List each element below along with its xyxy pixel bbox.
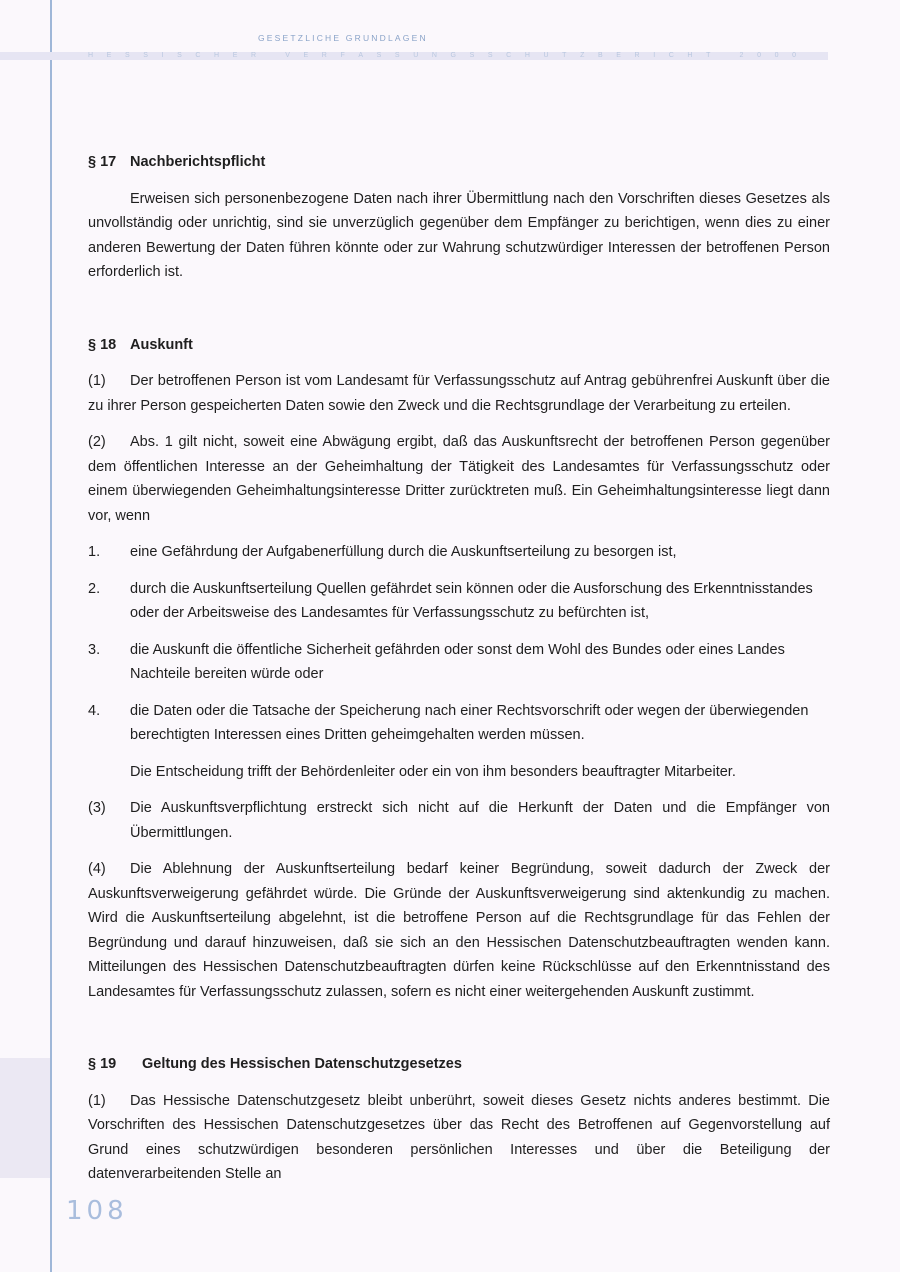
header-letter: C (195, 52, 201, 59)
section-title: Geltung des Hessischen Datenschutzgesetzes (142, 1056, 462, 1072)
paragraph-text: Abs. 1 gilt nicht, soweit eine Abwägung ergibt, daß das Auskunftsrecht der betroffenen Person gegenüber dem öffentlichen Interesse an der Geheimhaltung der Tätigkeit des Landesamtes für Verfassungsschutz oder einem überwiegenden Geheimhaltungsinteresse Dritter zurücktreten muß. Ein Geheimhaltungsinteresse liegt dann vor, wenn (88, 434, 830, 524)
list-item-text: durch die Auskunftserteilung Quellen gefährdet sein können oder die Ausforschung des Erkenntnisstandes oder der Arbeitsweise des Landesamtes für Verfassungsschutz zu befürchten ist, (130, 580, 813, 621)
list-item (88, 577, 830, 626)
paragraph-text: Der betroffenen Person ist vom Landesamt für Verfassungsschutz auf Antrag gebührenfrei Auskunft über die zu ihrer Person gespeicherten Daten sowie den Zweck und die Rechtsgrundlage der Verarbeitung zu erteilen. (88, 373, 830, 414)
header-letter: C (668, 52, 674, 59)
header-letter: T (706, 52, 711, 59)
list-item-label: 2. (88, 580, 101, 597)
section-title: Nachberichtspflicht (130, 154, 266, 170)
header-letter: H (214, 52, 220, 59)
header-letter: F (340, 52, 345, 59)
header-letter: S (394, 52, 400, 59)
header-letter: E (106, 52, 112, 59)
running-header-title: GESETZLICHE GRUNDLAGEN (258, 33, 428, 43)
paragraph-label: (2) (88, 434, 106, 450)
page-content (88, 150, 830, 1187)
header-letter: 2 (739, 52, 744, 59)
header-letter: I (161, 52, 164, 59)
header-letter: E (303, 52, 309, 59)
header-letter: N (431, 52, 437, 59)
paragraph-label: (1) (88, 1092, 106, 1109)
header-letter: A (358, 52, 364, 59)
header-letter: E (616, 52, 621, 59)
header-letter: R (250, 52, 257, 59)
page-number: 108 (66, 1196, 128, 1226)
header-letter: R (321, 52, 327, 59)
list-item (88, 540, 830, 565)
paragraph-label: (3) (88, 800, 106, 816)
margin-block (0, 1058, 50, 1178)
section-18-paragraph-1 (88, 369, 830, 418)
header-letter: 0 (757, 52, 761, 59)
section-18-heading (88, 333, 830, 358)
header-letter: U (413, 52, 419, 59)
section-19-paragraph-1 (88, 1089, 830, 1187)
decision-note: Die Entscheidung trifft der Behördenleiter oder ein von ihm besonders beauftragter Mitarbeiter. (130, 763, 736, 780)
section-18-paragraph-2 (88, 430, 830, 528)
section-18-paragraph-3 (88, 796, 830, 845)
section-19-heading (88, 1052, 830, 1077)
header-letter: S (376, 52, 382, 59)
list-item (88, 699, 830, 748)
header-letter (270, 52, 272, 60)
list-item-text: die Auskunft die öffentliche Sicherheit gefährden oder sonst dem Wohl des Bundes oder eines Landes Nachteile bereiten würde oder (130, 641, 785, 682)
header-letter (724, 52, 726, 60)
header-letter: S (469, 52, 475, 59)
header-letter: V (285, 52, 290, 59)
header-letter: U (543, 52, 549, 59)
header-letter: E (232, 52, 238, 59)
header-letter: Z (580, 52, 585, 59)
list-item-label: 1. (88, 544, 101, 560)
header-letter: H (88, 52, 94, 59)
header-letter: S (143, 52, 148, 59)
section-17-heading (88, 150, 830, 175)
header-letter: C (506, 52, 512, 59)
header-letter: 0 (792, 52, 796, 59)
paragraph-text: Die Auskunftsverpflichtung erstreckt sich nicht auf die Herkunft der Daten und die Empfänger von Übermittlungen. (130, 800, 830, 841)
header-letter: S (124, 52, 130, 59)
enumerated-list (88, 540, 830, 748)
header-letter: H (687, 52, 693, 59)
list-item-label: 4. (88, 702, 101, 719)
paragraph-label: (4) (88, 861, 106, 877)
header-letter: 0 (774, 52, 779, 59)
header-letter: T (562, 52, 567, 59)
list-item-label: 3. (88, 641, 101, 658)
list-item-text: eine Gefährdung der Aufgabenerfüllung durch die Auskunftserteilung zu besorgen ist, (130, 544, 677, 560)
paragraph-text: Das Hessische Datenschutzgesetz bleibt unberührt, soweit dieses Gesetz nichts anderes bestimmt. Die Vorschriften des Hessischen Datenschutzgesetzes über das Recht des Betroffenen auf Gegenvorstellung auf Grund eines schutzwürdigen besonderen persönlichen Interesses und über die Beteiligung der datenverarbeitenden Stelle an (88, 1092, 830, 1182)
section-number: § 18 (88, 336, 117, 353)
section-number: § 19 (88, 1056, 117, 1072)
paragraph-text: Die Ablehnung der Auskunftserteilung bedarf keiner Begründung, soweit dadurch der Zweck der Auskunftsverweigerung gefährdet würde. Die Gründe der Auskunftsverweigerung sind aktenkundig zu machen. Wird die Auskunftserteilung abgelehnt, ist die betroffene Person auf die Rechtsgrundlage für das Fehlen der Begründung und darauf hinzuweisen, daß sie sich an den Hessischen Datenschutzbeauftragten wenden kann. Mitteilungen des Hessischen Datenschutzbeauftragten dürfen keine Rückschlüsse auf den Erkenntnisstand des Landesamtes für Verfassungsschutz zulassen, sofern es nicht einer weitergehenden Auskunft zustimmt. (88, 861, 830, 1000)
margin-rule (50, 0, 52, 1272)
section-title: Auskunft (130, 336, 193, 353)
paragraph-label: (1) (88, 373, 106, 389)
header-letter: B (597, 52, 603, 59)
section-18-paragraph-4 (88, 857, 830, 1004)
header-letter: G (450, 52, 456, 59)
list-item-text: die Daten oder die Tatsache der Speicherung nach einer Rechtsvorschrift oder wegen der überwiegenden berechtigten Interessen eines Dritten geheimgehalten werden müssen. (130, 702, 809, 743)
section-17-text: Erweisen sich personenbezogene Daten nach ihrer Übermittlung nach den Vorschriften dieses Gesetzes als unvollständig oder unrichtig, sind sie unverzüglich gegenüber dem Empfänger zu berichtigen, wenn dies zu einer anderen Bewertung der Daten führen könnte oder zur Wahrung schutzwürdiger Interessen der betroffenen Person erforderlich ist. (88, 190, 830, 280)
header-letter: R (634, 52, 640, 59)
header-letter: H (524, 52, 530, 59)
running-header-publication (88, 52, 796, 60)
header-letter: S (177, 52, 182, 59)
section-number: § 17 (88, 154, 117, 170)
list-item (88, 638, 830, 687)
header-letter: I (653, 52, 656, 59)
header-letter: S (487, 52, 493, 59)
